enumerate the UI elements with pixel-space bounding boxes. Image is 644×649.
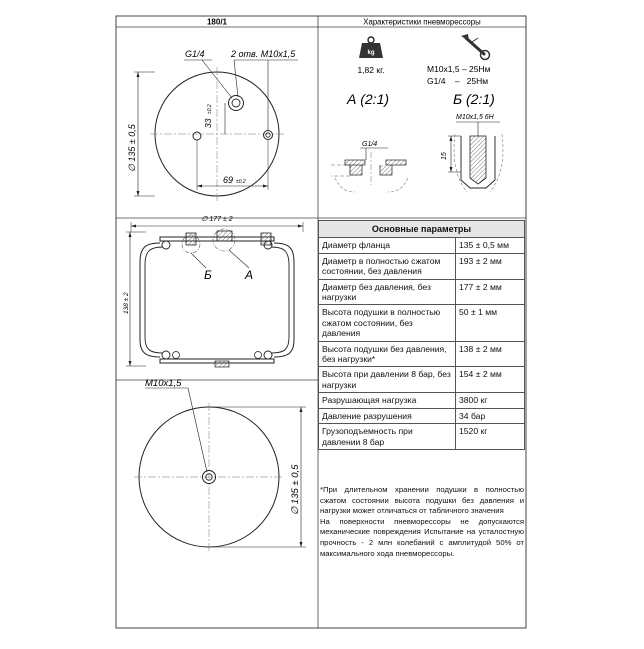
- wrench-icon: [461, 34, 490, 60]
- param-name: Давление разрушения: [319, 408, 456, 423]
- param-name: Высота подушки в полностью сжатом состоянии, без давления: [319, 305, 456, 341]
- param-value: 3800 кг: [456, 393, 525, 408]
- weight-icon-text: kg: [367, 50, 375, 56]
- param-name: Диаметр без давления, без нагрузки: [319, 279, 456, 305]
- table-row: [319, 408, 525, 423]
- dim-33-tol: ±0,2: [207, 104, 213, 114]
- table-row: [319, 341, 525, 367]
- top-flange-view: [134, 60, 298, 201]
- param-value: 193 ± 2 мм: [456, 253, 525, 279]
- param-value: 34 бар: [456, 408, 525, 423]
- torque-1: M10x1,5 – 25Нм: [427, 64, 491, 74]
- table-row: [319, 279, 525, 305]
- param-value: 50 ± 1 мм: [456, 305, 525, 341]
- param-name: Разрушающая нагрузка: [319, 393, 456, 408]
- param-value: 135 ± 0,5 мм: [456, 238, 525, 253]
- label-holes: 2 отв. M10x1,5: [231, 49, 296, 59]
- label-b-side: Б: [204, 268, 212, 282]
- detail-b-label: M10x1,5 6H: [456, 114, 494, 121]
- header-code: 180/1: [206, 17, 228, 27]
- detail-b-title: Б (2:1): [453, 91, 495, 107]
- label-thread-bottom: M10x1,5: [145, 378, 182, 389]
- label-a-side: А: [245, 268, 254, 282]
- table-row: [319, 305, 525, 341]
- weight-value: 1,82 кг.: [357, 65, 385, 75]
- table-row: [319, 367, 525, 393]
- params-table: [318, 220, 525, 450]
- dim-69: 69: [223, 175, 234, 185]
- param-value: 1520 кг: [456, 424, 525, 450]
- torque-2: G1/4 – 25Нм: [427, 76, 489, 86]
- param-name: Диаметр в полностью сжатом состоянии, без давления: [319, 253, 456, 279]
- detail-a-title: А (2:1): [347, 91, 390, 107]
- detail-b-dim: 15: [441, 152, 448, 160]
- dim-69-tol: ±0,2: [236, 179, 246, 185]
- dim-height: 138 ± 2: [123, 292, 130, 314]
- param-name: Диаметр фланца: [319, 238, 456, 253]
- param-name: Грузоподъемность при давлении 8 бар: [319, 424, 456, 450]
- note-surface: На поверхности пневморессоры не допускаются механические повреждения Испытание на усталостную прочность - 2 млн колебаний с амплитудой 50% от максимального хода пневморессоры.: [320, 516, 524, 558]
- table-row: [319, 393, 525, 408]
- table-row: [319, 424, 525, 450]
- table-row: [319, 238, 525, 253]
- header-title: Характеристики пневморессоры: [363, 17, 481, 27]
- param-name: Высота при давлении 8 бар, без нагрузки: [319, 367, 456, 393]
- side-section-view: [126, 222, 303, 367]
- param-value: 138 ± 2 мм: [456, 341, 525, 367]
- notes-block: [320, 485, 524, 559]
- dim-diameter-bottom: ∅ 135 ± 0,5: [290, 464, 301, 515]
- detail-b-drawing: [448, 122, 503, 192]
- detail-a-drawing: [331, 148, 408, 192]
- bottom-flange-view: [134, 388, 306, 551]
- note-storage: *При длительном хранении подушки в полностью сжатом состоянии высота подушки без давления и нагрузки может отличаться от табличного значения: [320, 485, 524, 516]
- detail-a-label: G1/4: [362, 141, 378, 148]
- dim-diameter-top: ∅ 135 ± 0,5: [127, 124, 137, 172]
- label-g14-top: G1/4: [185, 49, 205, 59]
- dim-width: ∅ 177 ± 2: [201, 216, 233, 223]
- param-name: Высота подушки без давления, без нагрузки*: [319, 341, 456, 367]
- dim-33: 33: [203, 118, 213, 128]
- table-row: [319, 253, 525, 279]
- param-value: 154 ± 2 мм: [456, 367, 525, 393]
- params-heading: Основные параметры: [319, 221, 525, 238]
- param-value: 177 ± 2 мм: [456, 279, 525, 305]
